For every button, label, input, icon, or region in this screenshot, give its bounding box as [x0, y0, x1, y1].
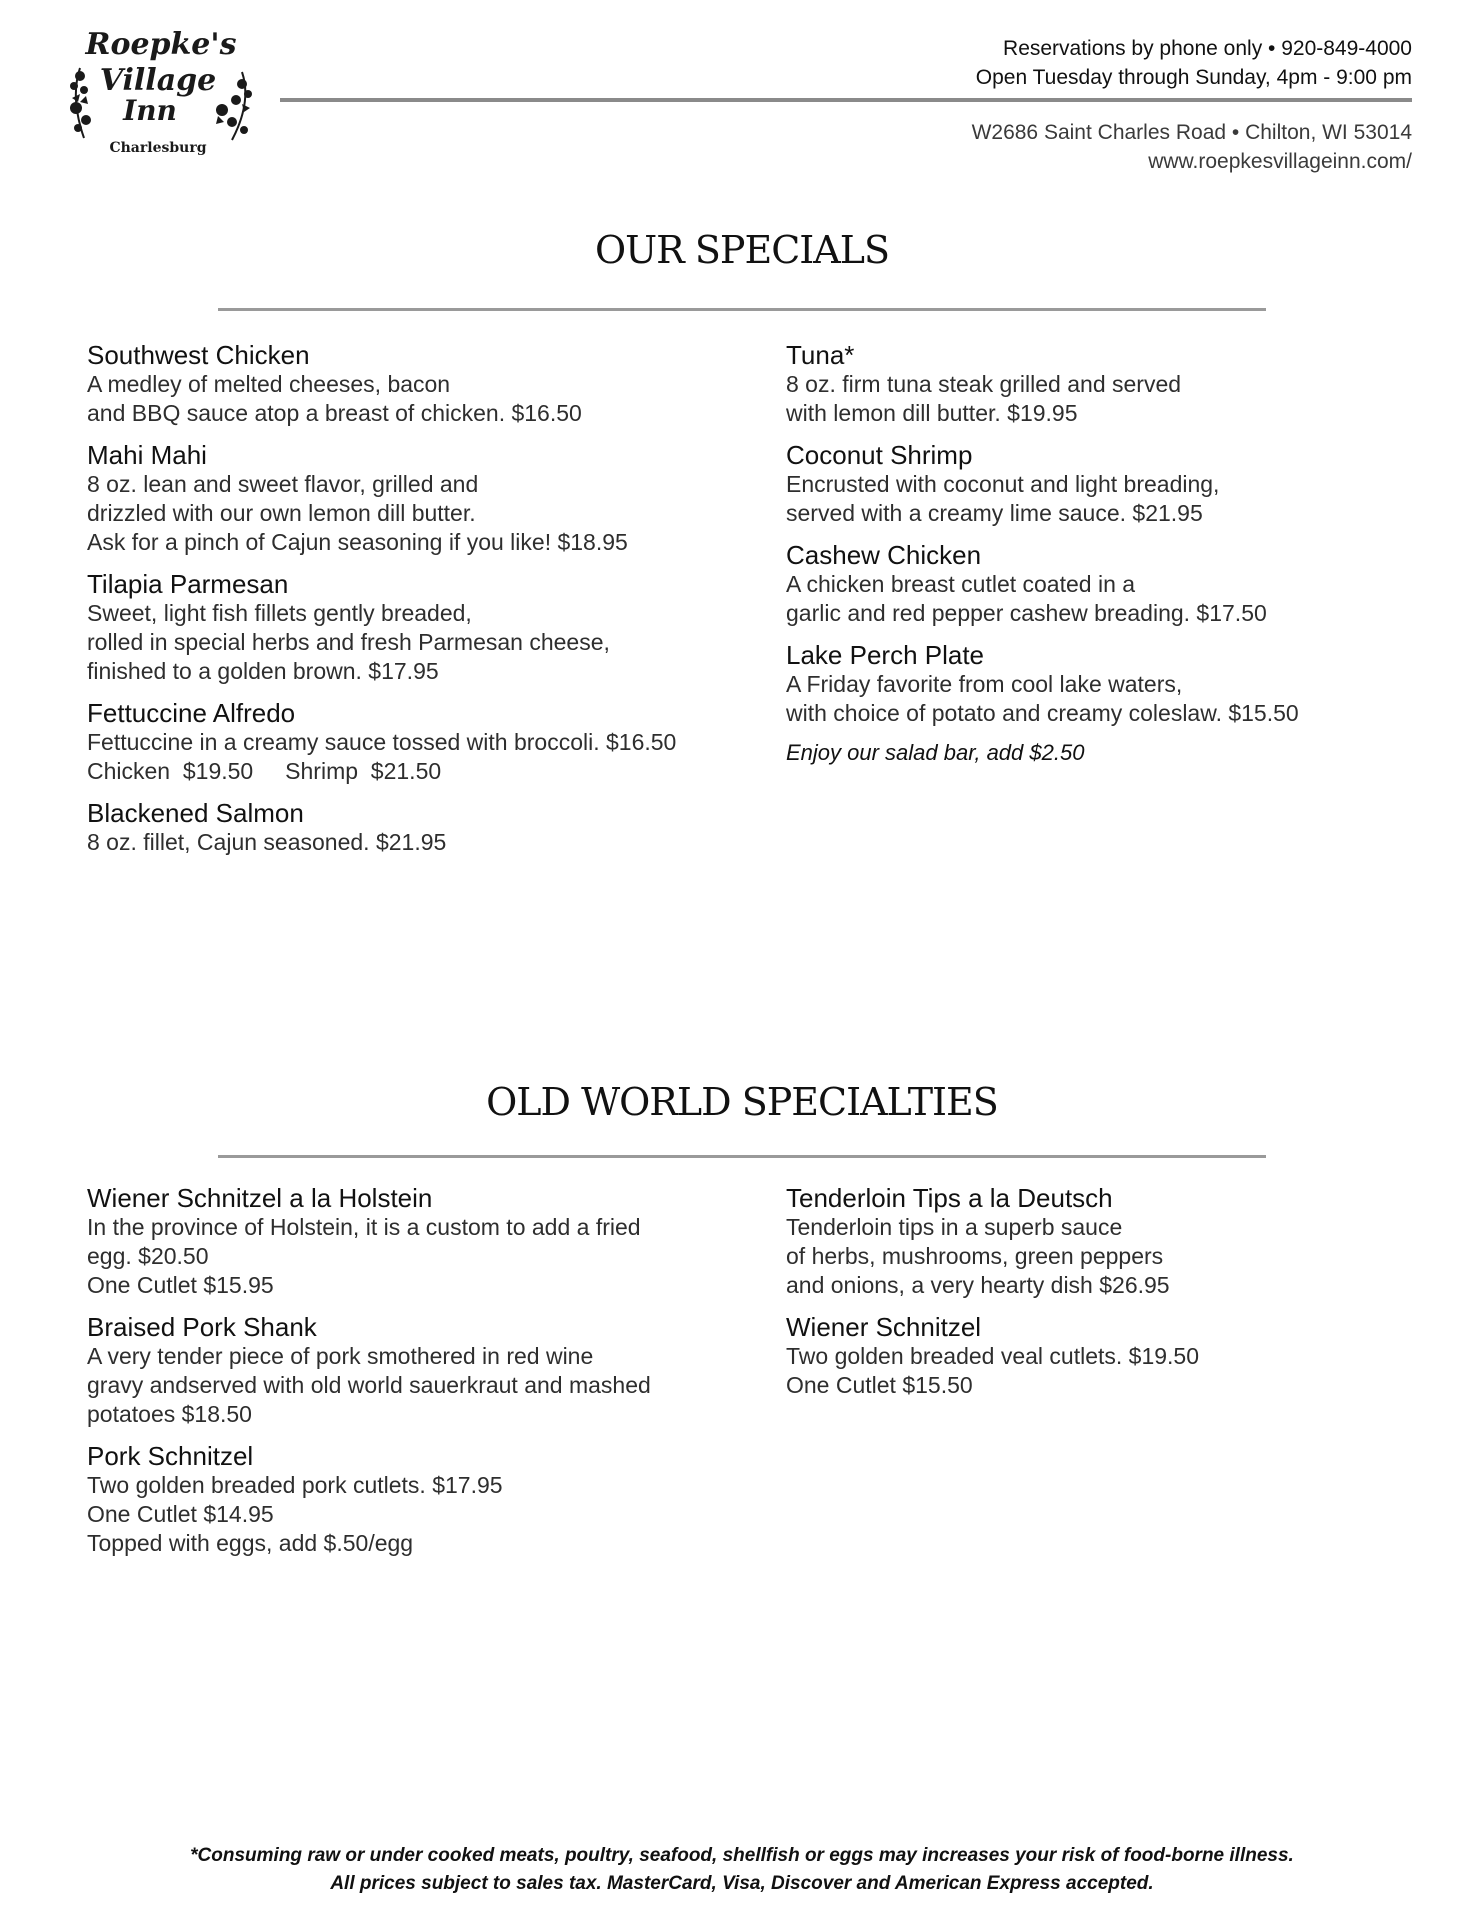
menu-item	[87, 1312, 767, 1429]
item-description: garlic and red pepper cashew breading. $17.50	[786, 600, 1267, 626]
item-name: Cashew Chicken	[786, 540, 982, 570]
hours-text: Open Tuesday through Sunday, 4pm - 9:00 pm	[975, 66, 1412, 89]
item-name: Tuna*	[786, 340, 855, 370]
item-description: of herbs, mushrooms, green peppers	[786, 1243, 1164, 1269]
menu-item	[786, 640, 1466, 728]
reservations-text: Reservations by phone only • 920-849-4000	[1003, 37, 1412, 60]
menu-item	[87, 440, 767, 557]
item-description: Tenderloin tips in a superb sauce	[786, 1214, 1123, 1240]
old-world-divider	[218, 1155, 1266, 1158]
specials-right-column	[786, 340, 1466, 766]
item-name: Pork Schnitzel	[87, 1441, 254, 1471]
item-description: A chicken breast cutlet coated in a	[786, 571, 1136, 597]
item-description: Encrusted with coconut and light breading,	[786, 471, 1220, 497]
item-description: drizzled with our own lemon dill butter.	[87, 500, 476, 526]
item-name: Tenderloin Tips a la Deutsch	[786, 1183, 1113, 1213]
item-name: Braised Pork Shank	[87, 1312, 317, 1342]
item-description: Fettuccine in a creamy sauce tossed with broccoli. $16.50	[87, 729, 677, 755]
address-text: W2686 Saint Charles Road • Chilton, WI 53014	[971, 121, 1412, 144]
item-name: Wiener Schnitzel a la Holstein	[87, 1183, 433, 1213]
item-description: A medley of melted cheeses, bacon	[87, 371, 451, 397]
logo-village-text: Village	[99, 63, 217, 98]
item-description: Sweet, light fish fillets gently breaded,	[87, 600, 472, 626]
salad-bar-note: Enjoy our salad bar, add $2.50	[786, 740, 1085, 765]
floral-ornament-left-icon	[70, 68, 91, 138]
address-info	[972, 118, 1412, 176]
item-name: Fettuccine Alfredo	[87, 698, 296, 728]
item-description: One Cutlet $15.95	[87, 1272, 274, 1298]
item-description: served with a creamy lime sauce. $21.95	[786, 500, 1203, 526]
menu-item	[87, 1183, 767, 1300]
logo-inn-text: Inn	[123, 94, 177, 127]
item-description: Topped with eggs, add $.50/egg	[87, 1530, 414, 1556]
item-description: Two golden breaded veal cutlets. $19.50	[786, 1343, 1200, 1369]
item-name: Southwest Chicken	[87, 340, 310, 370]
item-description: finished to a golden brown. $17.95	[87, 658, 439, 684]
item-name: Blackened Salmon	[87, 798, 304, 828]
item-description: rolled in special herbs and fresh Parmesan cheese,	[87, 629, 610, 655]
menu-item	[87, 798, 767, 857]
floral-ornament-right-icon	[216, 72, 252, 140]
item-description: egg. $20.50	[87, 1243, 209, 1269]
item-description: Ask for a pinch of Cajun seasoning if you like! $18.95	[87, 529, 628, 555]
item-description: and BBQ sauce atop a breast of chicken. $16.50	[87, 400, 582, 426]
specials-title: OUR SPECIALS	[594, 228, 889, 272]
item-name: Wiener Schnitzel	[786, 1312, 982, 1342]
item-description: Chicken $19.50 Shrimp $21.50	[87, 758, 442, 784]
menu-item	[786, 1183, 1466, 1300]
old-world-right-column	[786, 1183, 1466, 1412]
item-description: gravy andserved with old world sauerkraut and mashed	[87, 1372, 651, 1398]
menu-item	[786, 440, 1466, 528]
footer-disclaimer	[0, 1842, 1484, 1898]
food-safety-warning: *Consuming raw or under cooked meats, poultry, seafood, shellfish or eggs may increases your risk of food-borne illness.	[190, 1845, 1294, 1866]
item-description: 8 oz. fillet, Cajun seasoned. $21.95	[87, 829, 447, 855]
menu-item	[87, 698, 767, 786]
menu-item	[786, 1312, 1466, 1400]
specials-left-column	[87, 340, 767, 869]
old-world-title: OLD WORLD SPECIALTIES	[486, 1080, 998, 1124]
contact-info	[976, 34, 1412, 92]
item-name: Coconut Shrimp	[786, 440, 973, 470]
item-name: Tilapia Parmesan	[87, 569, 289, 599]
logo-charlesburg-text: Charlesburg	[109, 140, 207, 156]
header-divider	[280, 98, 1412, 102]
item-description: 8 oz. firm tuna steak grilled and served	[786, 371, 1182, 397]
item-description: potatoes $18.50	[87, 1401, 252, 1427]
item-name: Mahi Mahi	[87, 440, 207, 470]
specials-divider	[218, 308, 1266, 311]
menu-item	[786, 540, 1466, 628]
website-link[interactable]: www.roepkesvillageinn.com/	[1148, 150, 1412, 173]
item-description: 8 oz. lean and sweet flavor, grilled and	[87, 471, 479, 497]
item-description: A Friday favorite from cool lake waters,	[786, 671, 1183, 697]
payment-info: All prices subject to sales tax. MasterCard, Visa, Discover and American Express accepted.	[330, 1873, 1154, 1894]
item-description: One Cutlet $15.50	[786, 1372, 973, 1398]
menu-item	[87, 340, 767, 428]
logo-name-text: Roepke's	[85, 28, 237, 62]
menu-item	[786, 340, 1466, 428]
item-description: with lemon dill butter. $19.95	[786, 400, 1078, 426]
item-description: A very tender piece of pork smothered in red wine	[87, 1343, 594, 1369]
item-description: and onions, a very hearty dish $26.95	[786, 1272, 1170, 1298]
restaurant-logo	[66, 28, 256, 162]
menu-item	[87, 569, 767, 686]
item-name: Lake Perch Plate	[786, 640, 985, 670]
item-description: Two golden breaded pork cutlets. $17.95	[87, 1472, 503, 1498]
item-description: One Cutlet $14.95	[87, 1501, 274, 1527]
menu-item	[87, 1441, 767, 1558]
old-world-left-column	[87, 1183, 767, 1570]
item-description: with choice of potato and creamy coleslaw. $15.50	[786, 700, 1299, 726]
item-description: In the province of Holstein, it is a custom to add a fried	[87, 1214, 641, 1240]
